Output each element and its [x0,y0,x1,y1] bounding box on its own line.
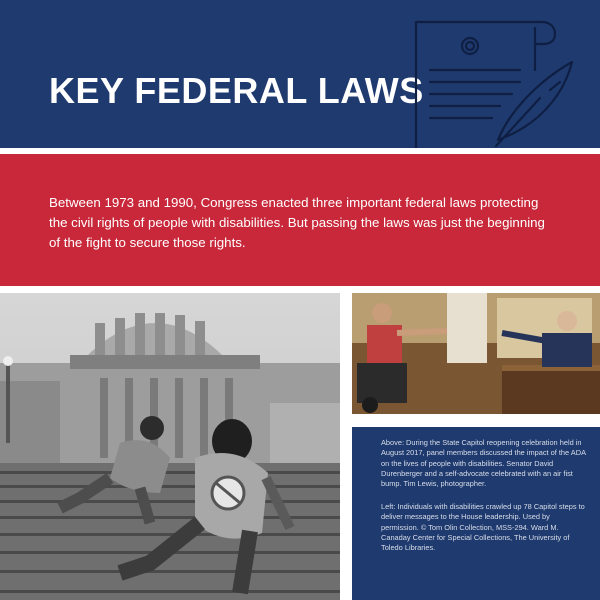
capitol-steps-photo [0,293,340,600]
caption-above: Above: During the State Capitol reopening celebration held in August 2017, panel members discussed the impact of the ADA on the lives of people with disabilities. Senator David Durenberger and a self-advocate celebrated with an air fist bump. Tim Lewis, photographer. [381,438,586,489]
page-title: KEY FEDERAL LAWS [49,70,424,111]
capitol-steps-illustration [0,293,340,600]
header-banner [0,0,600,148]
panel-illustration [352,293,600,414]
caption-left: Left: Individuals with disabilities crawled up 78 Capitol steps to deliver messages to the House leadership. Used by permission. © Tom Olin Collection, MSS-294. Ward M. Canaday Center for Special Collections, The University of Toledo Libraries. [381,502,585,553]
scroll-quill-icon [400,10,590,148]
panel-fist-bump-photo [352,293,600,414]
intro-text: Between 1973 and 1990, Congress enacted three important federal laws protecting the civil rights of people with disabilities. But passing the laws was just the beginning of the fight to secure those rights. [49,195,545,250]
